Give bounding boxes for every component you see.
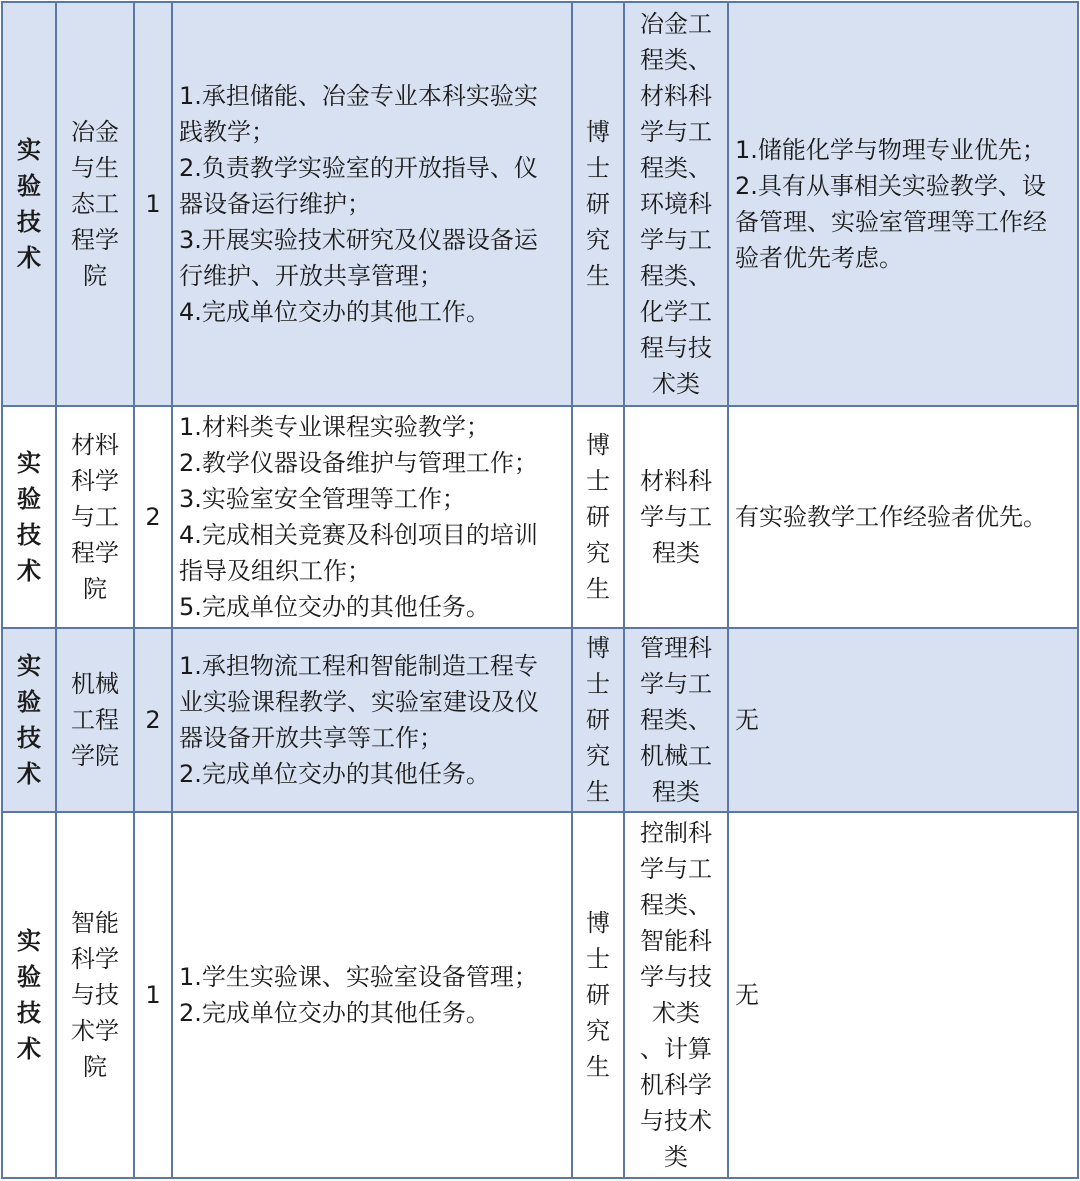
department-cell [56,812,134,1178]
cell-line: 机械 [71,670,119,698]
cell-line: 与生 [71,154,119,182]
cell-line: 技 [17,208,41,236]
cell-line: 1 [145,190,161,218]
cell-line: 环境科 [640,190,712,218]
cell-line: 术 [17,760,41,788]
cell-line: 实 [17,652,41,680]
cell-line: 研 [586,981,610,1009]
cell-line: 技 [17,999,41,1027]
education-cell [572,2,624,406]
requirements-cell [728,628,1078,812]
cell-line: 材料科 [640,82,712,110]
cell-line: 学与工 [640,226,712,254]
cell-line: 博 [586,909,610,937]
cell-line: 生 [586,575,610,603]
cell-line: 1.学生实验课、实验室设备管理； [179,963,538,991]
cell-line: 3.实验室安全管理等工作； [179,485,466,513]
cell-line: 管理科 [640,634,712,662]
cell-line: 有实验教学工作经验者优先。 [735,503,1047,531]
cell-line: 博 [586,118,610,146]
cell-line: 院 [83,262,107,290]
cell-line: 验 [17,688,41,716]
requirements-cell [728,406,1078,628]
cell-line: 冶金工 [640,10,712,38]
cell-line: 程类、 [640,154,712,182]
cell-line: 学与工 [640,855,712,883]
cell-line: 术 [17,244,41,272]
cell-line: 无 [735,981,759,1009]
cell-line: 技 [17,724,41,752]
cell-line: 4.完成单位交办的其他工作。 [179,298,490,326]
cell-line: 术 [17,557,41,585]
cell-line: 3.开展实验技术研究及仪器设备运 [179,226,538,254]
cell-line: 学与工 [640,118,712,146]
cell-line: 学与工 [640,503,712,531]
count-cell [134,628,172,812]
major-cell [624,406,728,628]
cell-line: 材料科 [640,467,712,495]
cell-line: 类 [664,1143,688,1171]
cell-line: 指导及组织工作； [179,557,371,585]
department-cell [56,2,134,406]
cell-line: 程类、 [640,262,712,290]
table-row [2,628,1078,812]
cell-line: 院 [83,1053,107,1081]
education-cell [572,628,624,812]
table-row [2,2,1078,406]
cell-line: 1.承担物流工程和智能制造工程专 [179,652,538,680]
cell-line: 究 [586,1017,610,1045]
cell-line: 2.教学仪器设备维护与管理工作； [179,449,538,477]
cell-line: 生 [586,1053,610,1081]
cell-line: 、计算 [640,1035,712,1063]
cell-line: 2 [145,503,161,531]
count-cell [134,406,172,628]
position-cell [2,812,56,1178]
cell-line: 程与技 [640,334,712,362]
cell-line: 术学 [71,1017,119,1045]
cell-line: 器设备开放共享等工作； [179,724,443,752]
cell-line: 科学 [71,945,119,973]
table-row [2,406,1078,628]
cell-line: 学院 [71,742,119,770]
cell-line: 智能科 [640,927,712,955]
duties-cell [172,406,572,628]
department-cell [56,628,134,812]
cell-line: 技 [17,521,41,549]
cell-line: 1.储能化学与物理专业优先； [735,136,1046,164]
cell-line: 与技 [71,981,119,1009]
count-cell [134,812,172,1178]
duties-cell [172,628,572,812]
cell-line: 验 [17,172,41,200]
cell-line: 士 [586,670,610,698]
cell-line: 士 [586,467,610,495]
cell-line: 4.完成相关竞赛及科创项目的培训 [179,521,538,549]
cell-line: 实 [17,927,41,955]
cell-line: 2.具有从事相关实验教学、设 [735,172,1046,200]
major-cell [624,628,728,812]
cell-line: 控制科 [640,819,712,847]
cell-line: 程类 [652,778,700,806]
major-cell [624,2,728,406]
cell-line: 无 [735,706,759,734]
position-table [1,1,1079,1179]
cell-line: 2.负责教学实验室的开放指导、仪 [179,154,538,182]
cell-line: 究 [586,226,610,254]
cell-line: 程类、 [640,891,712,919]
cell-line: 程类、 [640,706,712,734]
cell-line: 2.完成单位交办的其他任务。 [179,760,490,788]
cell-line: 士 [586,945,610,973]
cell-line: 业实验课程教学、实验室建设及仪 [179,688,539,716]
cell-line: 博 [586,634,610,662]
cell-line: 验 [17,963,41,991]
count-cell [134,2,172,406]
cell-line: 生 [586,262,610,290]
table-row [2,812,1078,1178]
cell-line: 1 [145,981,161,1009]
cell-line: 材料 [71,431,119,459]
cell-line: 验 [17,485,41,513]
cell-line: 工程 [71,706,119,734]
position-cell [2,406,56,628]
cell-line: 冶金 [71,118,119,146]
cell-line: 备管理、实验室管理等工作经 [735,208,1047,236]
cell-line: 程学 [71,539,119,567]
cell-line: 机械工 [640,742,712,770]
cell-line: 术类 [652,999,700,1027]
cell-line: 术 [17,1035,41,1063]
cell-line: 行维护、开放共享管理； [179,262,443,290]
cell-line: 化学工 [640,298,712,326]
cell-line: 学与技 [640,963,712,991]
cell-line: 态工 [71,190,119,218]
cell-line: 器设备运行维护； [179,190,371,218]
cell-line: 与技术 [640,1107,712,1135]
cell-line: 究 [586,742,610,770]
requirements-cell [728,2,1078,406]
cell-line: 践教学； [179,118,275,146]
education-cell [572,812,624,1178]
cell-line: 智能 [71,909,119,937]
cell-line: 程学 [71,226,119,254]
cell-line: 程类、 [640,46,712,74]
cell-line: 1.承担储能、冶金专业本科实验实 [179,82,538,110]
major-cell [624,812,728,1178]
duties-cell [172,812,572,1178]
cell-line: 1.材料类专业课程实验教学； [179,413,490,441]
cell-line: 研 [586,190,610,218]
cell-line: 研 [586,706,610,734]
requirements-cell [728,812,1078,1178]
cell-line: 术类 [652,370,700,398]
position-cell [2,628,56,812]
cell-line: 程类 [652,539,700,567]
cell-line: 院 [83,575,107,603]
education-cell [572,406,624,628]
department-cell [56,406,134,628]
cell-line: 2 [145,706,161,734]
cell-line: 研 [586,503,610,531]
duties-cell [172,2,572,406]
cell-line: 生 [586,778,610,806]
cell-line: 机科学 [640,1071,712,1099]
cell-line: 学与工 [640,670,712,698]
cell-line: 2.完成单位交办的其他任务。 [179,999,490,1027]
cell-line: 与工 [71,503,119,531]
cell-line: 科学 [71,467,119,495]
cell-line: 博 [586,431,610,459]
cell-line: 究 [586,539,610,567]
cell-line: 士 [586,154,610,182]
cell-line: 实 [17,449,41,477]
cell-line: 5.完成单位交办的其他任务。 [179,593,490,621]
position-cell [2,2,56,406]
cell-line: 验者优先考虑。 [735,244,903,272]
cell-line: 实 [17,136,41,164]
